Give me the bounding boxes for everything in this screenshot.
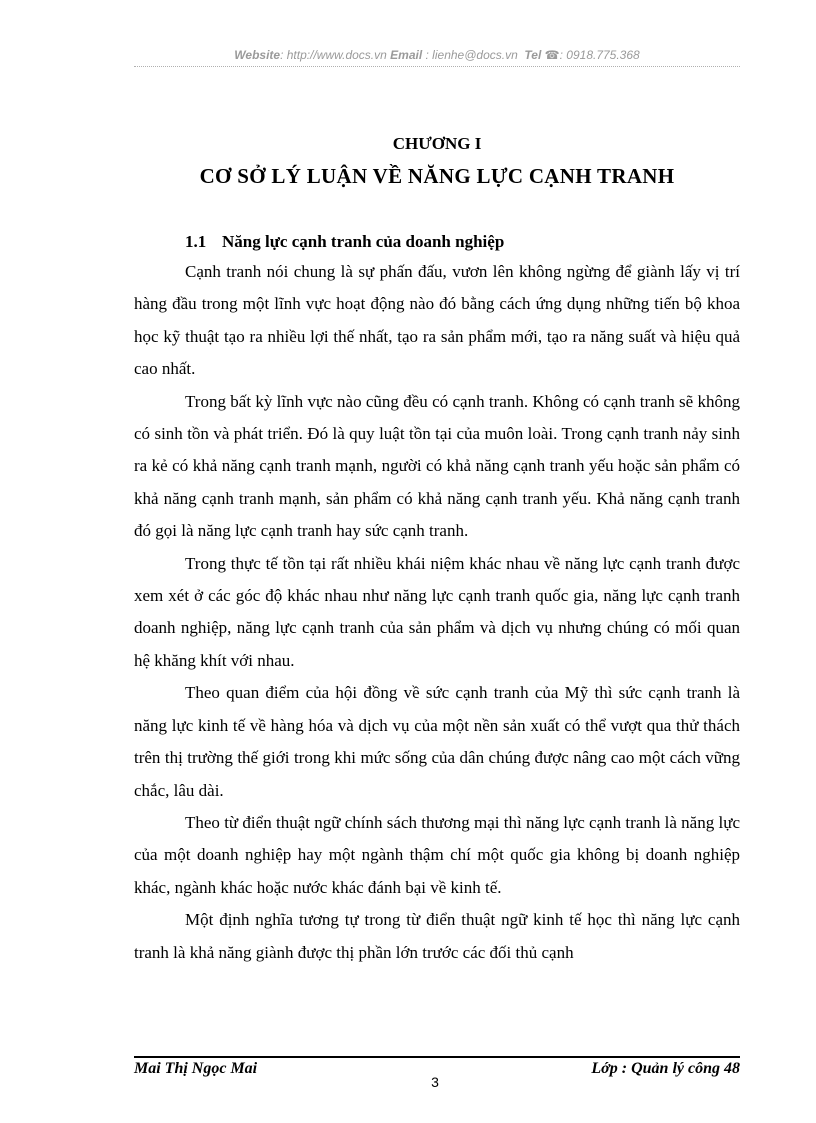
phone-icon: ☎ — [544, 48, 560, 62]
header-divider — [134, 66, 740, 67]
chapter-label: CHƯƠNG I — [392, 134, 482, 153]
paragraph: Cạnh tranh nói chung là sự phấn đấu, vươn lên không ngừng để giành lấy vị trí hàng đầu trong một lĩnh vực hoạt động nào đó bằng cách ứng dụng những tiến bộ khoa học kỹ thuật tạo ra nhiều lợi thế nhất, tạo ra sản phẩm mới, tạo ra năng suất và hiệu quả cao nhất. — [134, 262, 740, 379]
chapter-title: CƠ SỞ LÝ LUẬN VỀ NĂNG LỰC CẠNH TRANH — [199, 164, 675, 188]
website-value[interactable]: : http://www.docs.vn — [280, 48, 387, 62]
footer-class: Lớp : Quản lý công 48 — [591, 1060, 740, 1077]
paragraph: Một định nghĩa tương tự trong từ điển thuật ngữ kinh tế học thì năng lực cạnh tranh là khả năng giành được thị phần lớn trước các đối thủ cạnh — [134, 910, 740, 962]
paragraph: Theo từ điển thuật ngữ chính sách thương mại thì năng lực cạnh tranh là năng lực của một doanh nghiệp hay một ngành thậm chí một quốc gia không bị doanh nghiệp khác, ngành khác hoặc nước khác đánh bại về kinh tế. — [134, 812, 740, 897]
email-label: Email — [390, 48, 423, 62]
tel-label: Tel — [524, 48, 542, 62]
section-heading — [185, 232, 504, 252]
body-text — [134, 256, 740, 969]
website-label: Website — [234, 48, 281, 62]
paragraph: Trong bất kỳ lĩnh vực nào cũng đều có cạnh tranh. Không có cạnh tranh sẽ không có sinh tồn và phát triển. Đó là quy luật tồn tại của muôn loài. Trong cạnh tranh nảy sinh ra kẻ có khả năng cạnh tranh mạnh, người có khả năng cạnh tranh yếu hoặc sản phẩm có khả năng cạnh tranh mạnh, sản phẩm có khả năng cạnh tranh yếu. Khả năng cạnh tranh đó gọi là năng lực cạnh tranh hay sức cạnh tranh. — [134, 391, 740, 541]
page-number: 3 — [431, 1074, 439, 1090]
tel-value: : 0918.775.368 — [559, 48, 640, 62]
footer-author: Mai Thị Ngọc Mai — [134, 1060, 258, 1077]
section-number: 1.1 — [185, 232, 207, 251]
page-header — [134, 48, 740, 62]
paragraph: Trong thực tế tồn tại rất nhiều khái niệm khác nhau về năng lực cạnh tranh được xem xét ở các góc độ khác nhau như năng lực cạnh tranh quốc gia, năng lực cạnh tranh doanh nghiệp, năng lực cạnh tranh của sản phẩm và dịch vụ nhưng chúng có mối quan hệ khăng khít với nhau. — [134, 553, 740, 670]
paragraph: Theo quan điểm của hội đồng về sức cạnh tranh của Mỹ thì sức cạnh tranh là năng lực kinh tế về hàng hóa và dịch vụ của một nền sản xuất có thể vượt qua thử thách trên thị trường thế giới trong khi mức sống của dân chúng được nâng cao một cách vững chắc, lâu dài. — [134, 683, 740, 800]
footer-divider — [134, 1056, 740, 1058]
section-title: Năng lực cạnh tranh của doanh nghiệp — [222, 232, 505, 251]
email-value[interactable]: : lienhe@docs.vn — [425, 48, 518, 62]
